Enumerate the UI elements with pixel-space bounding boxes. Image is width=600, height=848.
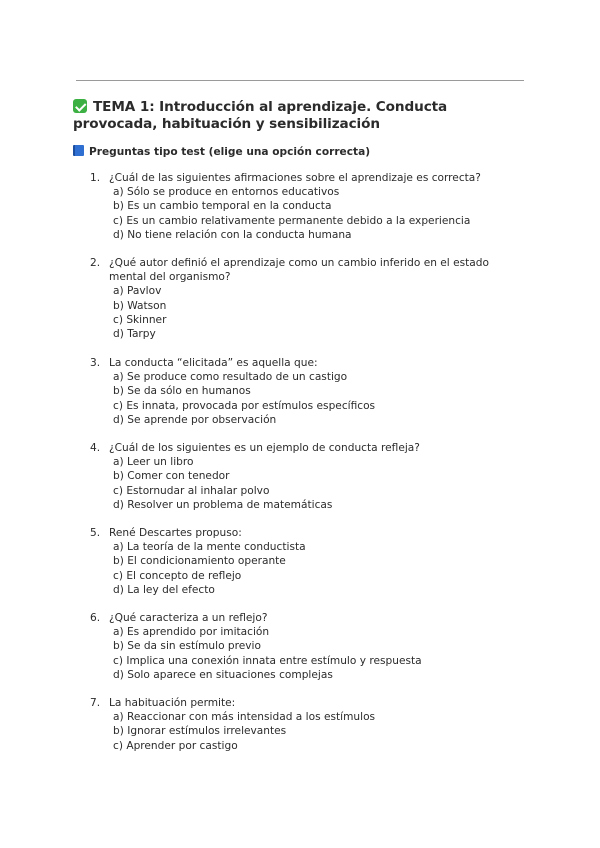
question-5	[90, 526, 530, 597]
option-b: b) Se da sin estímulo previo	[113, 640, 261, 653]
option-c: c) Implica una conexión innata entre estímulo y respuesta	[113, 654, 422, 667]
question-text: ¿Cuál de los siguientes es un ejemplo de conducta refleja?	[109, 442, 420, 454]
title-text: TEMA 1: Introducción al aprendizaje. Conducta provocada, habituación y sensibilización	[73, 99, 448, 132]
question-number: 3.	[90, 357, 101, 369]
option-a: a) Se produce como resultado de un castigo	[113, 371, 348, 384]
section-heading	[73, 145, 370, 159]
question-4	[90, 441, 530, 512]
option-d: d) Resolver un problema de matemáticas	[113, 498, 333, 511]
option-b: b) Ignorar estímulos irrelevantes	[113, 725, 287, 738]
question-text: La habituación permite:	[109, 697, 236, 709]
option-d: d) Solo aparece en situaciones complejas	[113, 668, 333, 681]
question-text: ¿Qué autor definió el aprendizaje como un cambio inferido en el estado mental del organismo?	[109, 257, 490, 284]
question-text: ¿Qué caracteriza a un reflejo?	[109, 612, 268, 624]
option-a: a) Es aprendido por imitación	[113, 626, 270, 639]
question-text: René Descartes propuso:	[109, 527, 242, 539]
option-a: a) Sólo se produce en entornos educativos	[113, 186, 340, 199]
question-text: La conducta “elicitada” es aquella que:	[109, 357, 318, 369]
page-title	[73, 99, 533, 133]
option-c: c) El concepto de reflejo	[113, 569, 242, 582]
option-a: a) Reaccionar con más intensidad a los estímulos	[113, 711, 376, 724]
question-7	[90, 696, 530, 753]
question-number: 7.	[90, 697, 101, 709]
question-2	[90, 256, 530, 341]
question-text: ¿Cuál de las siguientes afirmaciones sobre el aprendizaje es correcta?	[109, 172, 481, 184]
option-a: a) Pavlov	[113, 285, 162, 298]
option-b: b) Watson	[113, 299, 167, 312]
question-3	[90, 356, 530, 427]
option-c: c) Estornudar al inhalar polvo	[113, 484, 270, 497]
section-heading-text: Preguntas tipo test (elige una opción correcta)	[89, 146, 371, 158]
option-c: c) Aprender por castigo	[113, 739, 238, 752]
option-d: d) Tarpy	[113, 328, 156, 341]
blue-book-icon	[73, 145, 84, 156]
question-number: 4.	[90, 442, 101, 454]
option-b: b) Comer con tenedor	[113, 470, 230, 483]
option-c: c) Es un cambio relativamente permanente debido a la experiencia	[113, 214, 471, 227]
option-b: b) Se da sólo en humanos	[113, 385, 251, 398]
option-d: d) La ley del efecto	[113, 583, 215, 596]
check-mark-icon	[73, 99, 87, 113]
option-a: a) La teoría de la mente conductista	[113, 541, 306, 554]
question-number: 2.	[90, 257, 101, 269]
question-6	[90, 611, 530, 682]
question-1	[90, 171, 530, 242]
option-c: c) Es innata, provocada por estímulos específicos	[113, 399, 376, 412]
horizontal-divider	[76, 80, 524, 81]
option-d: d) No tiene relación con la conducta humana	[113, 228, 352, 241]
question-number: 5.	[90, 527, 101, 539]
option-a: a) Leer un libro	[113, 456, 194, 469]
option-b: b) El condicionamiento operante	[113, 555, 286, 568]
option-c: c) Skinner	[113, 313, 167, 326]
question-number: 6.	[90, 612, 101, 624]
question-number: 1.	[90, 172, 101, 184]
option-d: d) Se aprende por observación	[113, 413, 277, 426]
option-b: b) Es un cambio temporal en la conducta	[113, 200, 332, 213]
